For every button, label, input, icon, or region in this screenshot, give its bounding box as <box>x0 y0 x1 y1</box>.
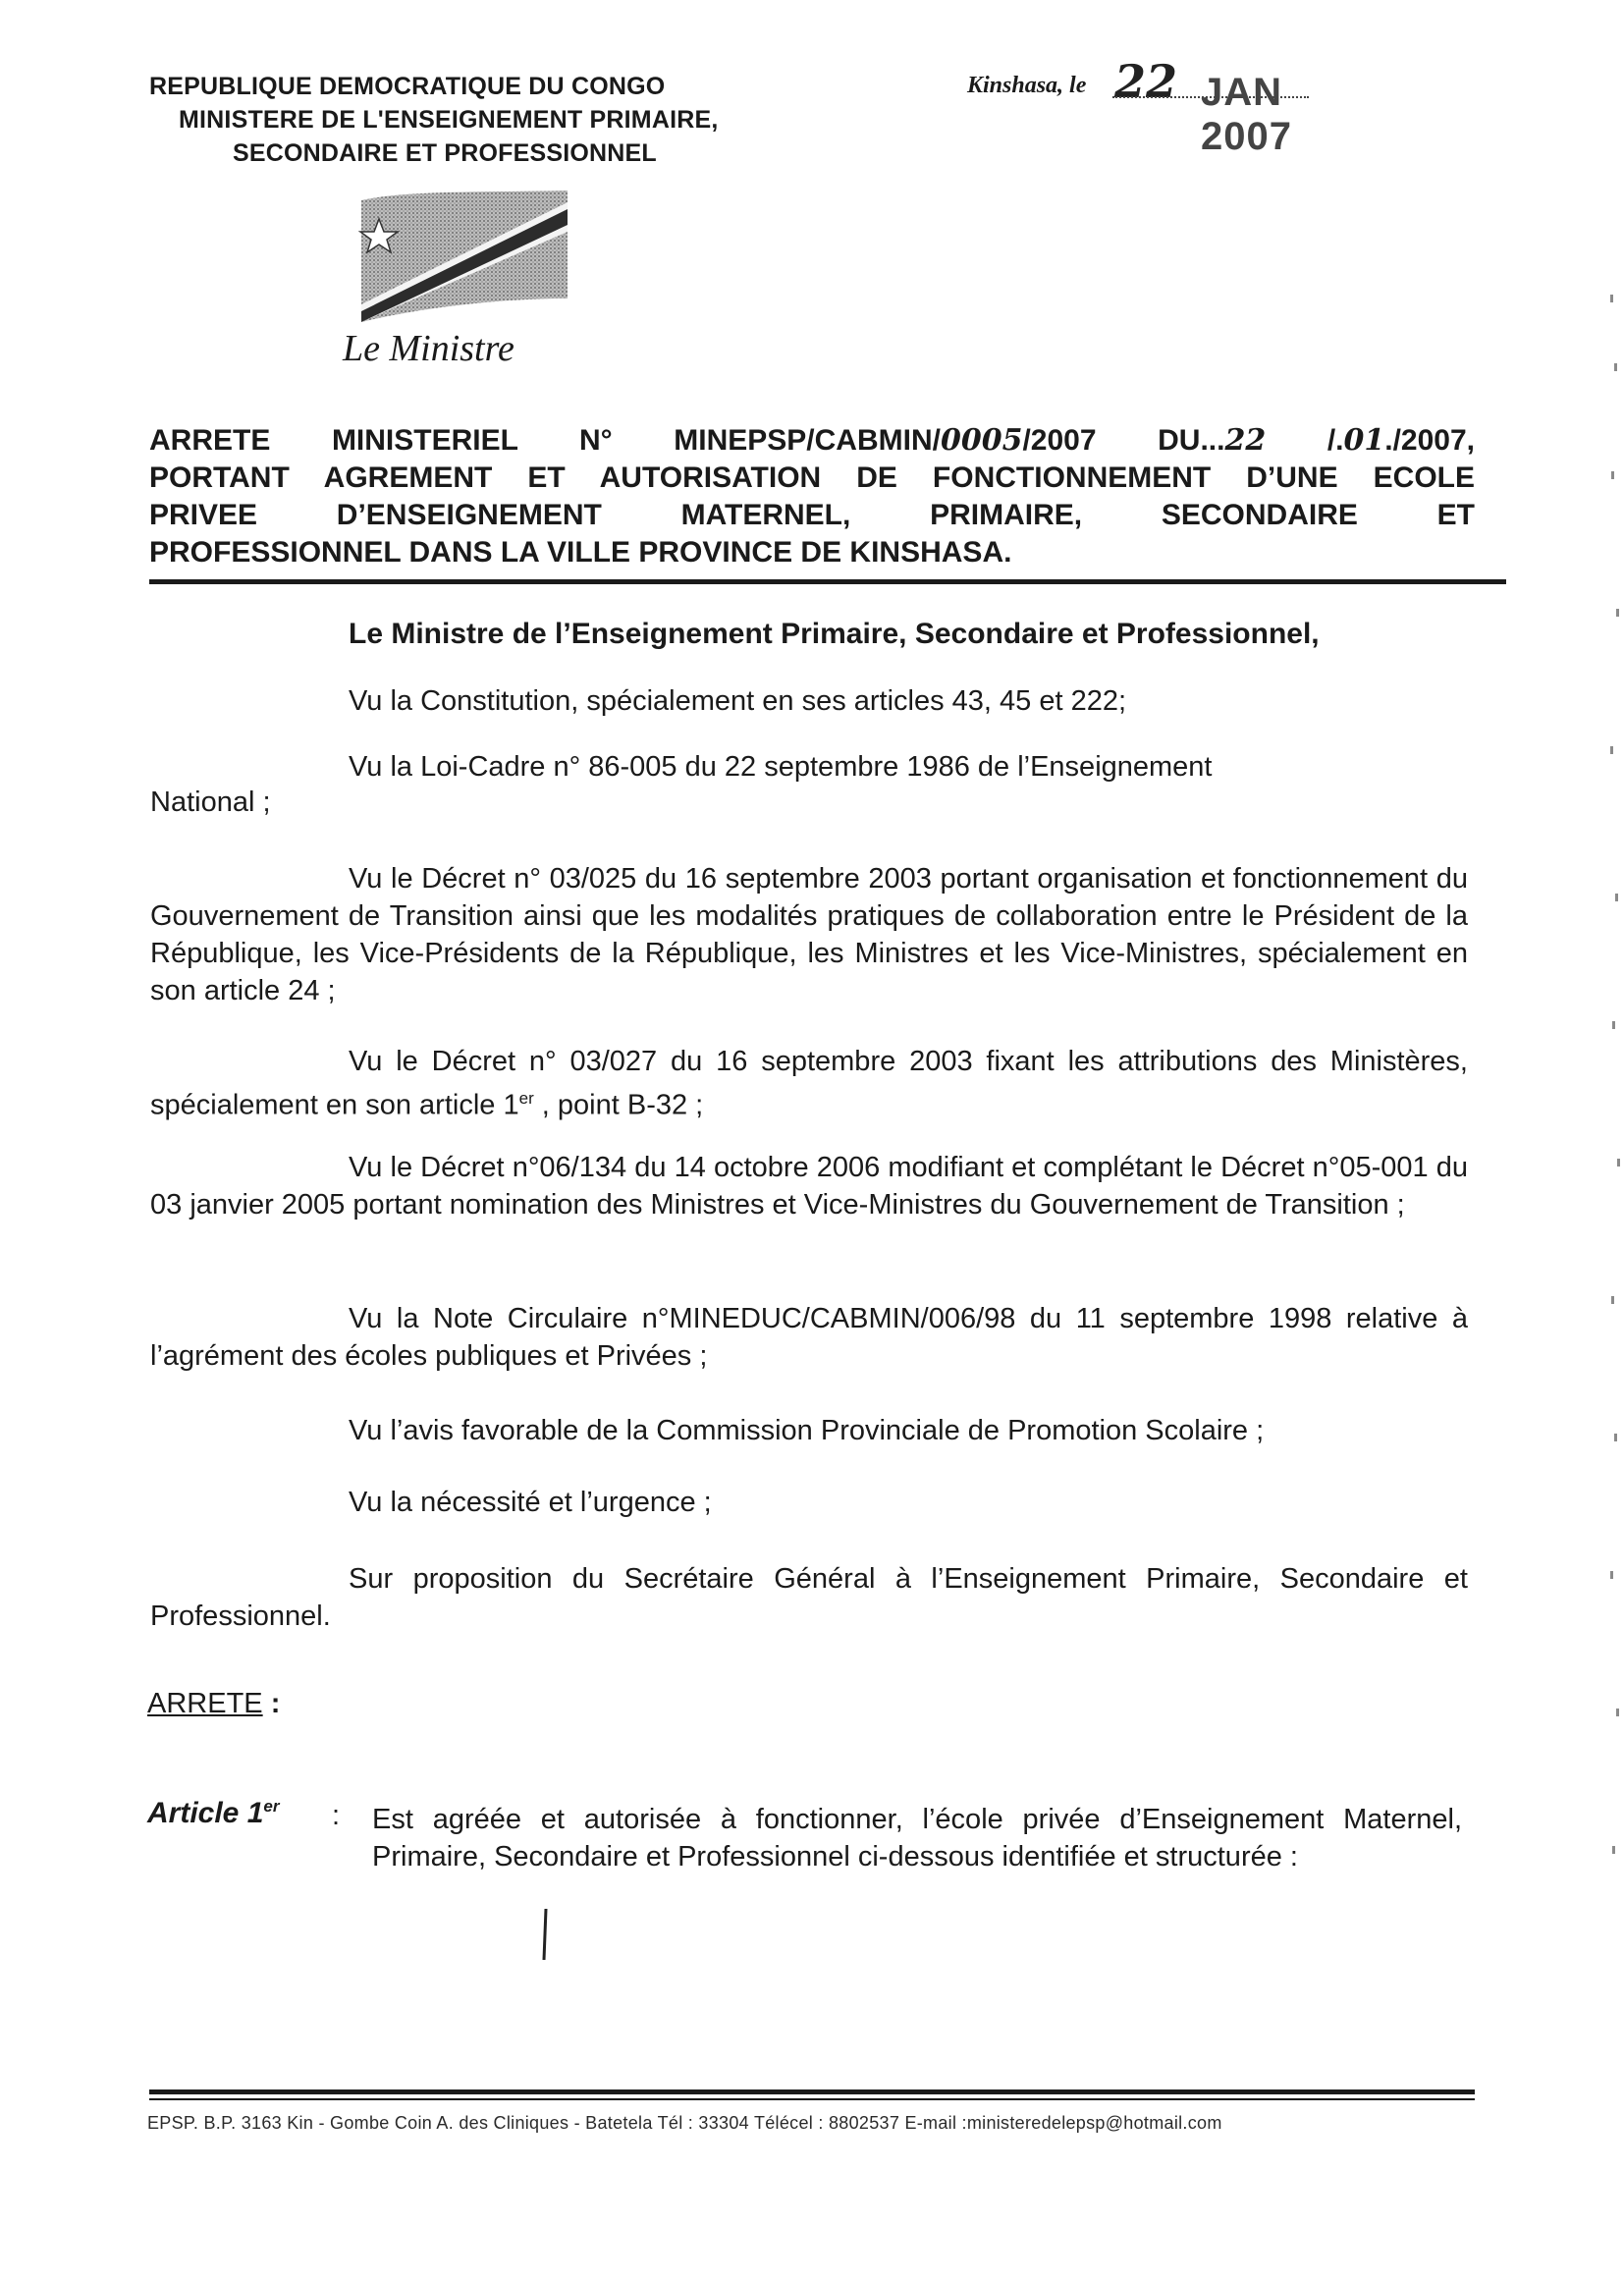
handwritten-day: 22 <box>1224 423 1267 458</box>
vu-decret-03-027: Vu le Décret n° 03/027 du 16 septembre 2003 fixant les attributions des Ministères, spécialement en son article 1er , point B-32 ; <box>150 1046 1468 1121</box>
handwritten-decree-number: 0005 <box>940 423 1023 458</box>
footer-divider-thin <box>149 2098 1475 2100</box>
footer-divider-thick <box>149 2089 1475 2094</box>
republic-heading: REPUBLIQUE DEMOCRATIQUE DU CONGO <box>149 73 666 100</box>
minister-caption: Le Ministre <box>343 328 514 369</box>
vu-loi-cadre-line2: National ; <box>150 787 271 818</box>
vu-loi-cadre-line1: Vu la Loi-Cadre n° 86-005 du 22 septembre 1986 de l’Enseignement <box>349 751 1213 783</box>
article-1-text: Est agréée et autorisée à fonctionner, l’école privée d’Enseignement Maternel, Primaire, Secondaire et Professionnel ci-dessous identifiée et structurée : <box>372 1804 1462 1872</box>
title-divider <box>149 579 1506 584</box>
vu-decret-06-134: Vu le Décret n°06/134 du 14 octobre 2006 modifiant et complétant le Décret n°05-001 du 03 janvier 2005 portant nomination des Ministres et Vice-Ministres du Gouvernement de Transition ; <box>150 1152 1468 1221</box>
vu-decret-03-025: Vu le Décret n° 03/025 du 16 septembre 2003 portant organisation et fonctionnement du Gouvernement de Transition ainsi que les modalités pratiques de collaboration entre le Président de la République, les Vice-Présidents de la République, les Ministres et les Vice-Ministres, spécialement en son article 24 ; <box>150 863 1468 1006</box>
ministry-heading-line2: SECONDAIRE ET PROFESSIONNEL <box>233 139 657 167</box>
date-block <box>967 55 1380 158</box>
article-1-label: Article 1er <box>147 1797 280 1829</box>
date-label: Kinshasa, le <box>967 73 1087 98</box>
sur-proposition: Sur proposition du Secrétaire Général à l’Enseignement Primaire, Secondaire et Professionnel. <box>150 1563 1468 1632</box>
arrete-heading: ARRETE : <box>147 1688 281 1719</box>
title-line-4: PROFESSIONNEL DANS LA VILLE PROVINCE DE KINSHASA. <box>149 536 1012 569</box>
vu-necessite: Vu la nécessité et l’urgence ; <box>349 1487 712 1518</box>
title-line-1: ARRETE MINISTERIEL N° MINEPSP/CABMIN/0005/2007 DU...22 /.01./2007, <box>149 423 1475 458</box>
handwritten-month: 01 <box>1343 423 1385 458</box>
scan-edge-artifacts <box>1608 295 1622 1964</box>
vu-constitution: Vu la Constitution, spécialement en ses articles 43, 45 et 222; <box>349 685 1127 717</box>
title-line-3: PRIVEE D’ENSEIGNEMENT MATERNEL, PRIMAIRE, SECONDAIRE ET <box>149 499 1475 531</box>
drc-flag-emblem-icon <box>357 189 571 324</box>
vu-note-circulaire: Vu la Note Circulaire n°MINEDUC/CABMIN/006/98 du 11 septembre 1998 relative à l’agrément des écoles publiques et Privées ; <box>150 1303 1468 1372</box>
ministry-heading-line1: MINISTERE DE L'ENSEIGNEMENT PRIMAIRE, <box>179 106 719 134</box>
vu-avis-favorable: Vu l’avis favorable de la Commission Provinciale de Promotion Scolaire ; <box>349 1415 1265 1446</box>
minister-heading: Le Ministre de l’Enseignement Primaire, Secondaire et Professionnel, <box>349 618 1320 650</box>
title-line-2: PORTANT AGREMENT ET AUTORISATION DE FONCTIONNEMENT D’UNE ECOLE <box>149 461 1475 494</box>
date-handwritten-day: 22 <box>1114 55 1178 108</box>
pen-mark <box>542 1909 548 1960</box>
footer-contact: EPSP. B.P. 3163 Kin - Gombe Coin A. des Cliniques - Batetela Tél : 33304 Télécel : 8802537 E-mail :ministeredelepsp@hotmail.com <box>147 2113 1222 2133</box>
decree-title <box>149 422 1475 571</box>
date-stamp: JAN 2007 <box>1201 71 1292 158</box>
article-1-colon: : <box>332 1800 341 1831</box>
